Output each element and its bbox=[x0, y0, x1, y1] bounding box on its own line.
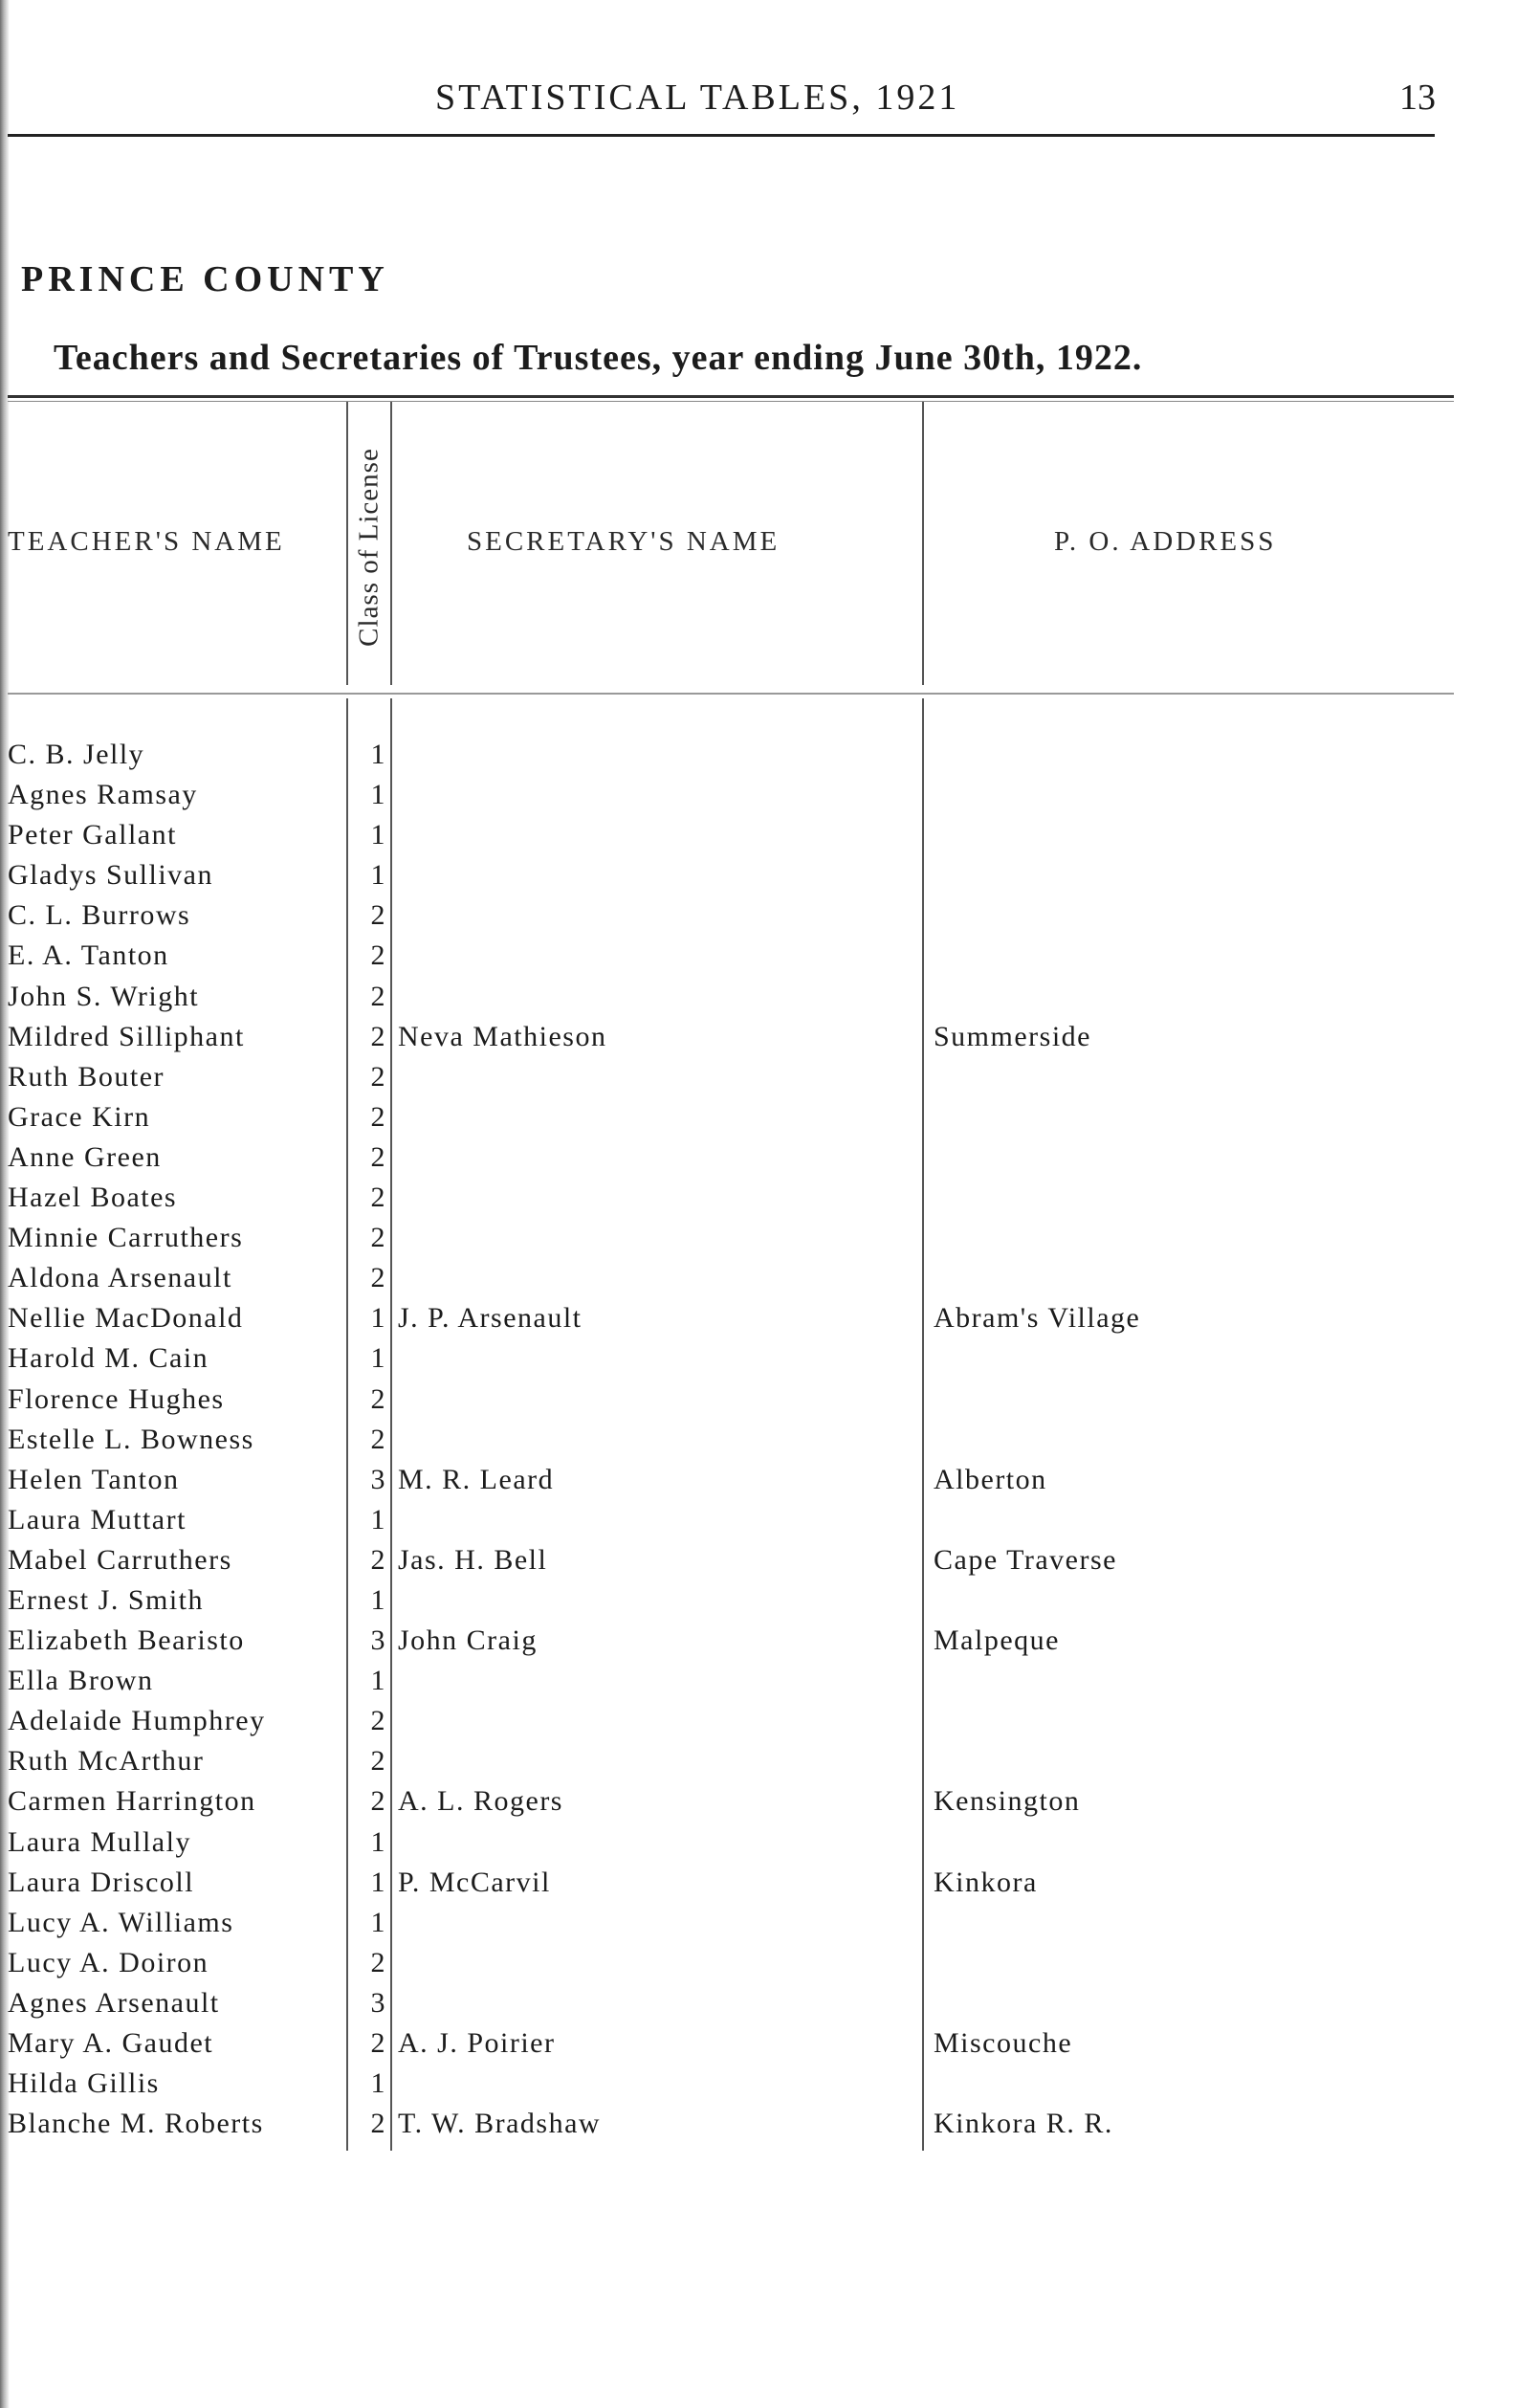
teacher-name: Nellie MacDonald bbox=[8, 1302, 244, 1335]
column-header-license-class: Class of License bbox=[353, 448, 385, 647]
license-class: 2 bbox=[370, 1705, 386, 1737]
table-row bbox=[0, 1903, 1517, 1943]
license-class: 1 bbox=[370, 1583, 386, 1616]
teacher-name: Carmen Harrington bbox=[8, 1785, 256, 1818]
table-row bbox=[0, 735, 1517, 775]
header-rule bbox=[8, 134, 1435, 137]
table-row bbox=[0, 1380, 1517, 1420]
license-class: 3 bbox=[370, 1624, 386, 1657]
page-number: 13 bbox=[1399, 77, 1436, 118]
license-class: 2 bbox=[370, 1382, 386, 1415]
license-class: 1 bbox=[370, 1342, 386, 1375]
po-address: Summerside bbox=[934, 1020, 1091, 1052]
teacher-name: Peter Gallant bbox=[8, 819, 177, 851]
teacher-name: Minnie Carruthers bbox=[8, 1222, 244, 1254]
license-class: 2 bbox=[370, 980, 386, 1012]
po-address: Miscouche bbox=[934, 2027, 1073, 2059]
table-row bbox=[0, 1218, 1517, 1258]
license-class: 2 bbox=[370, 899, 386, 932]
table-row bbox=[0, 1420, 1517, 1460]
teacher-name: C. B. Jelly bbox=[8, 739, 145, 770]
license-class: 2 bbox=[370, 1182, 386, 1214]
county-heading: PRINCE COUNTY bbox=[21, 259, 389, 299]
license-class: 3 bbox=[370, 1986, 386, 2019]
license-class: 2 bbox=[370, 1745, 386, 1778]
table-row bbox=[0, 1338, 1517, 1379]
po-address: Malpeque bbox=[934, 1624, 1060, 1657]
teacher-name: Aldona Arsenault bbox=[8, 1262, 232, 1294]
table-row bbox=[0, 1298, 1517, 1338]
table-row bbox=[0, 1823, 1517, 1863]
teacher-name: Mary A. Gaudet bbox=[8, 2027, 214, 2059]
table-row bbox=[0, 1781, 1517, 1822]
teacher-name: Agnes Arsenault bbox=[8, 1986, 220, 2019]
license-class: 1 bbox=[370, 779, 386, 811]
license-class: 1 bbox=[370, 1906, 386, 1938]
table-row bbox=[0, 1500, 1517, 1540]
license-class: 1 bbox=[370, 1302, 386, 1335]
table-row bbox=[0, 2104, 1517, 2144]
table-row bbox=[0, 1258, 1517, 1298]
table-row bbox=[0, 2064, 1517, 2104]
table-subtitle: Teachers and Secretaries of Trustees, year ending June 30th, 1922. bbox=[54, 338, 1143, 378]
license-class: 1 bbox=[370, 859, 386, 892]
teacher-name: Adelaide Humphrey bbox=[8, 1705, 266, 1737]
teacher-name: Lucy A. Doiron bbox=[8, 1946, 209, 1978]
license-class: 2 bbox=[370, 1140, 386, 1173]
teacher-name: Ruth Bouter bbox=[8, 1060, 165, 1093]
license-class: 2 bbox=[370, 1060, 386, 1093]
table-row bbox=[0, 1701, 1517, 1741]
column-divider-address bbox=[922, 402, 924, 685]
secretary-name: J. P. Arsenault bbox=[398, 1302, 583, 1335]
license-class: 1 bbox=[370, 2067, 386, 2100]
secretary-name: Neva Mathieson bbox=[398, 1020, 607, 1052]
po-address: Alberton bbox=[934, 1463, 1047, 1495]
license-class: 1 bbox=[370, 819, 386, 851]
table-row bbox=[0, 1540, 1517, 1580]
teacher-name: Blanche M. Roberts bbox=[8, 2108, 264, 2140]
license-class: 3 bbox=[370, 1463, 386, 1495]
secretary-name: P. McCarvil bbox=[398, 1866, 551, 1898]
table-row bbox=[0, 936, 1517, 976]
po-address: Kensington bbox=[934, 1785, 1081, 1818]
secretary-name: A. L. Rogers bbox=[398, 1785, 563, 1818]
table-row bbox=[0, 815, 1517, 855]
license-class: 2 bbox=[370, 939, 386, 972]
secretary-name: T. W. Bradshaw bbox=[398, 2108, 602, 2140]
license-class: 2 bbox=[370, 1222, 386, 1254]
teacher-name: Estelle L. Bowness bbox=[8, 1423, 254, 1455]
teacher-name: Laura Mullaly bbox=[8, 1825, 191, 1858]
license-class: 2 bbox=[370, 2027, 386, 2059]
po-address: Kinkora R. R. bbox=[934, 2108, 1113, 2140]
table-row bbox=[0, 895, 1517, 936]
table-row bbox=[0, 1863, 1517, 1903]
table-row bbox=[0, 2023, 1517, 2064]
table-row bbox=[0, 1138, 1517, 1178]
column-header-teacher: TEACHER'S NAME bbox=[8, 526, 285, 557]
po-address: Abram's Village bbox=[934, 1302, 1141, 1335]
secretary-name: John Craig bbox=[398, 1624, 538, 1657]
teacher-name: Harold M. Cain bbox=[8, 1342, 209, 1375]
table-row bbox=[0, 1057, 1517, 1097]
license-class: 2 bbox=[370, 1946, 386, 1978]
license-class: 1 bbox=[370, 1503, 386, 1535]
table-row bbox=[0, 1017, 1517, 1057]
teacher-name: Florence Hughes bbox=[8, 1382, 225, 1415]
table-top-rule bbox=[8, 395, 1454, 398]
table-row bbox=[0, 1943, 1517, 1983]
teacher-name: Anne Green bbox=[8, 1140, 162, 1173]
teacher-name: Laura Driscoll bbox=[8, 1866, 195, 1898]
teacher-name: Ruth McArthur bbox=[8, 1745, 205, 1778]
column-divider-license-right bbox=[390, 402, 392, 685]
teacher-name: Elizabeth Bearisto bbox=[8, 1624, 245, 1657]
header-bottom-rule bbox=[8, 693, 1454, 695]
teacher-name: Hazel Boates bbox=[8, 1182, 178, 1214]
table-row bbox=[0, 1178, 1517, 1218]
table-row bbox=[0, 1097, 1517, 1138]
teacher-name: Mildred Silliphant bbox=[8, 1020, 245, 1052]
license-class: 1 bbox=[370, 1866, 386, 1898]
running-title: STATISTICAL TABLES, 1921 bbox=[435, 77, 960, 118]
column-header-address: P. O. ADDRESS bbox=[1054, 526, 1277, 557]
teacher-name: Helen Tanton bbox=[8, 1463, 180, 1495]
teacher-name: Lucy A. Williams bbox=[8, 1906, 234, 1938]
license-class: 2 bbox=[370, 1785, 386, 1818]
license-class: 2 bbox=[370, 1100, 386, 1133]
table-row bbox=[0, 855, 1517, 895]
table-top-rule-thin bbox=[8, 401, 1454, 402]
license-class: 2 bbox=[370, 2108, 386, 2140]
teacher-name: Agnes Ramsay bbox=[8, 779, 198, 811]
license-class: 2 bbox=[370, 1020, 386, 1052]
teacher-name: John S. Wright bbox=[8, 980, 200, 1012]
table-row bbox=[0, 977, 1517, 1017]
teacher-name: Ella Brown bbox=[8, 1665, 154, 1697]
table-row bbox=[0, 775, 1517, 815]
teacher-name: E. A. Tanton bbox=[8, 939, 169, 972]
license-class: 1 bbox=[370, 739, 386, 770]
license-class: 2 bbox=[370, 1262, 386, 1294]
table-row bbox=[0, 1460, 1517, 1500]
table-row bbox=[0, 1661, 1517, 1701]
table-row bbox=[0, 1983, 1517, 2023]
table-row bbox=[0, 1580, 1517, 1621]
teacher-name: Hilda Gillis bbox=[8, 2067, 160, 2100]
license-class: 1 bbox=[370, 1665, 386, 1697]
license-class: 2 bbox=[370, 1423, 386, 1455]
license-class: 1 bbox=[370, 1825, 386, 1858]
teacher-name: Mabel Carruthers bbox=[8, 1543, 232, 1576]
secretary-name: Jas. H. Bell bbox=[398, 1543, 548, 1576]
column-divider-license-left bbox=[346, 402, 348, 685]
po-address: Kinkora bbox=[934, 1866, 1038, 1898]
teacher-name: Laura Muttart bbox=[8, 1503, 187, 1535]
table-body bbox=[0, 735, 1517, 2144]
po-address: Cape Traverse bbox=[934, 1543, 1117, 1576]
license-class: 2 bbox=[370, 1543, 386, 1576]
teacher-name: Ernest J. Smith bbox=[8, 1583, 205, 1616]
secretary-name: M. R. Leard bbox=[398, 1463, 555, 1495]
table-row bbox=[0, 1741, 1517, 1781]
secretary-name: A. J. Poirier bbox=[398, 2027, 556, 2059]
teacher-name: C. L. Burrows bbox=[8, 899, 191, 932]
teacher-name: Gladys Sullivan bbox=[8, 859, 213, 892]
column-header-secretary: SECRETARY'S NAME bbox=[467, 526, 780, 557]
table-row bbox=[0, 1621, 1517, 1661]
teacher-name: Grace Kirn bbox=[8, 1100, 151, 1133]
